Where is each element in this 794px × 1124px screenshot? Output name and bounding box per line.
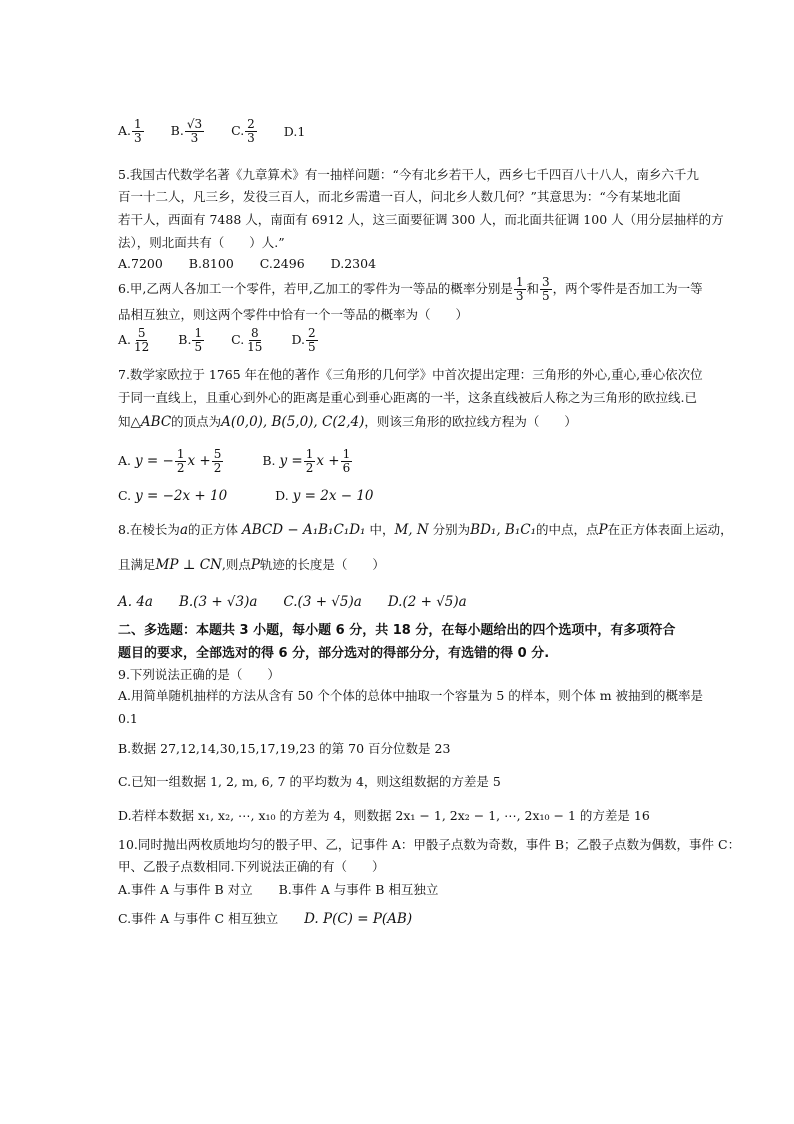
denominator: 3	[134, 131, 142, 145]
q7-math: x +	[187, 453, 211, 469]
q7-line-2: 于同一直线上，且重心到外心的距离是重心到垂心距离的一半，这条直线被后人称之为三角形的欧拉线.已	[118, 390, 697, 405]
fraction	[245, 327, 264, 354]
option-label: B.	[170, 123, 184, 138]
denominator: 3	[515, 289, 524, 303]
q5-option-a: A.7200	[118, 255, 163, 271]
q10-option-b: B.事件 A 与事件 B 相互独立	[278, 881, 439, 897]
q10-line-2: 甲、乙骰子点数相同.下列说法正确的有（ ）	[118, 859, 385, 874]
numerator: 1	[176, 447, 185, 461]
q5-option-c: C.2496	[259, 255, 305, 271]
numerator: 1	[515, 275, 524, 289]
section-2-heading-line-1: 二、多选题：本题共 3 小题，每小题 6 分，共 18 分，在每小题给出的四个选项中，有多项符合	[118, 623, 676, 638]
q10-line-1: 10.同时抛出两枚质地均匀的骰子甲、乙，记事件 A：甲骰子点数为奇数，事件 B；乙骰子点数为偶数，事件 C：	[118, 837, 741, 852]
q5-option-d: D.2304	[330, 255, 377, 271]
q8-line-1	[118, 521, 733, 539]
section-2-heading-line-2: 题目的要求，全部选对的得 6 分，部分选对的得部分分，有选错的得 0 分.	[118, 646, 550, 661]
q7-text: ，则该三角形的欧拉线方程为（ ）	[364, 414, 577, 429]
q5-options	[118, 254, 398, 273]
q8-text: 分别为	[432, 522, 471, 537]
q6-text: ，两个零件是否加工为一等	[552, 281, 703, 296]
q10-option-a: A.事件 A 与事件 B 对立	[118, 881, 253, 897]
q7-option-b	[262, 448, 353, 475]
denominator: 2	[213, 461, 222, 475]
fraction	[306, 327, 318, 354]
denominator: 15	[247, 340, 263, 354]
q8-math: BD₁, B₁C₁	[470, 522, 536, 538]
q8-math: P	[250, 557, 260, 573]
denominator: 12	[134, 340, 150, 354]
q6-text: 6.甲,乙两人各加工一个零件，若甲,乙加工的零件为一等品的概率分别是	[118, 281, 513, 296]
q6-option-c	[231, 327, 265, 354]
option-label: A.	[118, 453, 132, 468]
numerator: 2	[247, 117, 255, 131]
option-label: B.	[178, 332, 192, 347]
fraction	[192, 327, 204, 354]
option-label: D.	[275, 487, 289, 503]
q5-line-1: 5.我国古代数学名著《九章算术》有一抽样问题：“今有北乡若干人，西乡七千四百八十八人，南乡六千九	[118, 167, 699, 182]
q7-option-d	[275, 487, 373, 505]
option-label: B.	[262, 453, 276, 468]
numerator: 1	[134, 117, 142, 131]
q4-option-d: D.1	[283, 123, 306, 139]
q7-line-1: 7.数学家欧拉于 1765 年在他的著作《三角形的几何学》中首次提出定理：三角形的外心,重心,垂心依次位	[118, 367, 703, 382]
q8-text: ,则点	[221, 557, 251, 572]
q8-line-2	[118, 556, 688, 574]
q9-option-d: D.若样本数据 x₁, x₂, ⋯, x₁₀ 的方差为 4，则数据 2x₁ − 1, 2x₂ − 1, ⋯, 2x₁₀ − 1 的方差是 16	[118, 808, 650, 823]
fraction	[132, 327, 151, 354]
fraction	[304, 448, 316, 475]
q7-text: 的顶点为	[171, 414, 222, 429]
q8-math: P	[598, 522, 608, 538]
q10-options-cd	[118, 909, 434, 928]
q6-option-d	[291, 327, 318, 354]
q6-line-2: 品相互独立，则这两个零件中恰有一个一等品的概率为（ ）	[118, 307, 469, 322]
option-label: A.	[118, 332, 132, 347]
numerator: 8	[250, 326, 259, 340]
fraction	[341, 448, 353, 475]
fraction	[212, 448, 224, 475]
q8-text: 且满足	[118, 557, 156, 572]
q7-line-3	[118, 413, 688, 431]
q6-option-b	[178, 327, 205, 354]
q10-option-d: D. P(C) = P(AB)	[304, 910, 413, 927]
q5-line-3: 若干人，西面有 7488 人，南面有 6912 人，这三面要征调 300 人，而北面共征调 100 人（用分层抽样的方	[118, 212, 724, 227]
option-label: D.	[291, 332, 305, 347]
q7-text: 知	[118, 414, 131, 429]
option-label: A.	[118, 123, 132, 138]
numerator: 3	[542, 275, 550, 289]
q6-line-1	[118, 275, 703, 303]
q7-math: y = 2x − 10	[292, 487, 374, 504]
q8-options	[118, 592, 489, 611]
q4-option-b	[171, 118, 205, 145]
q6-option-a	[118, 327, 152, 354]
q7-options-cd	[118, 486, 396, 505]
denominator: 5	[194, 340, 203, 354]
q7-math: y = −	[135, 453, 174, 469]
q8-text: 中，	[369, 522, 395, 537]
q5-line-2: 百一十二人，凡三乡，发役三百人，而北乡需遣一百人，问北乡人数几何？”其意思为：“今有某地北面	[118, 189, 681, 204]
q8-text: 的正方体	[188, 522, 239, 537]
q7-math: y = −2x + 10	[135, 487, 228, 504]
q8-option-a: A. 4a	[118, 593, 153, 610]
q7-math: A(0,0), B(5,0), C(2,4)	[221, 414, 365, 430]
denominator: 6	[342, 461, 351, 475]
q4-option-a	[118, 118, 145, 145]
fraction	[540, 276, 552, 303]
denominator: 2	[305, 461, 314, 475]
fraction	[175, 448, 187, 475]
q6-text: 和	[526, 281, 540, 296]
q7-option-c	[118, 487, 227, 505]
q5-option-b: B.8100	[188, 255, 234, 271]
q8-text: 8.在棱长为	[118, 522, 180, 537]
denominator: 5	[308, 340, 316, 354]
fraction	[514, 276, 526, 303]
q9-option-a-line-2: 0.1	[118, 711, 138, 726]
q4-option-c	[231, 118, 258, 145]
denominator: 3	[247, 131, 255, 145]
q8-text: 的中点，点	[535, 522, 599, 537]
q4-options	[118, 118, 327, 145]
q10-option-c: C.事件 A 与事件 C 相互独立	[118, 910, 279, 926]
option-label: C.	[118, 487, 132, 503]
q9-option-a-line-1: A.用简单随机抽样的方法从含有 50 个个体的总体中抽取一个容量为 5 的样本，则个体 m 被抽到的概率是	[118, 688, 704, 703]
fraction	[132, 118, 144, 145]
numerator: 1	[194, 326, 203, 340]
q7-math: x +	[316, 453, 340, 469]
q5-line-4: 法），则北面共有（ ）人.”	[118, 235, 285, 250]
q8-text: 在正方体表面上运动，	[607, 522, 733, 537]
q8-option-b: B.(3 + √3)a	[178, 593, 258, 610]
fraction	[245, 118, 257, 145]
q9-option-b: B.数据 27,12,14,30,15,17,19,23 的第 70 百分位数是 23	[118, 741, 451, 756]
numerator: √3	[186, 117, 203, 131]
q9-stem: 9.下列说法正确的是（ ）	[118, 667, 280, 682]
q7-math: y =	[279, 453, 303, 469]
q8-math: MP ⊥ CN	[155, 557, 222, 573]
q8-math: ABCD − A₁B₁C₁D₁	[242, 522, 366, 538]
q6-options	[118, 327, 341, 354]
numerator: 1	[342, 447, 351, 461]
fraction	[185, 118, 204, 145]
numerator: 1	[305, 447, 314, 461]
q8-option-c: C.(3 + √5)a	[283, 593, 362, 610]
numerator: 5	[213, 447, 222, 461]
denominator: 2	[176, 461, 185, 475]
numerator: 5	[137, 326, 146, 340]
option-label: C.	[231, 332, 245, 347]
q7-options-ab	[118, 448, 375, 475]
option-label: C.	[231, 123, 245, 138]
q10-options-ab	[118, 880, 460, 899]
numerator: 2	[308, 326, 316, 340]
q8-math: a	[179, 522, 188, 538]
q7-option-a	[118, 448, 224, 475]
denominator: 3	[190, 131, 199, 145]
q7-math: △ABC	[130, 414, 172, 430]
q8-math: M, N	[394, 522, 429, 538]
q8-text: 轨迹的长度是（ ）	[259, 557, 385, 572]
q9-option-c: C.已知一组数据 1, 2, m, 6, 7 的平均数为 4，则这组数据的方差是 5	[118, 774, 501, 789]
q8-option-d: D.(2 + √5)a	[387, 593, 467, 610]
denominator: 5	[542, 289, 550, 303]
